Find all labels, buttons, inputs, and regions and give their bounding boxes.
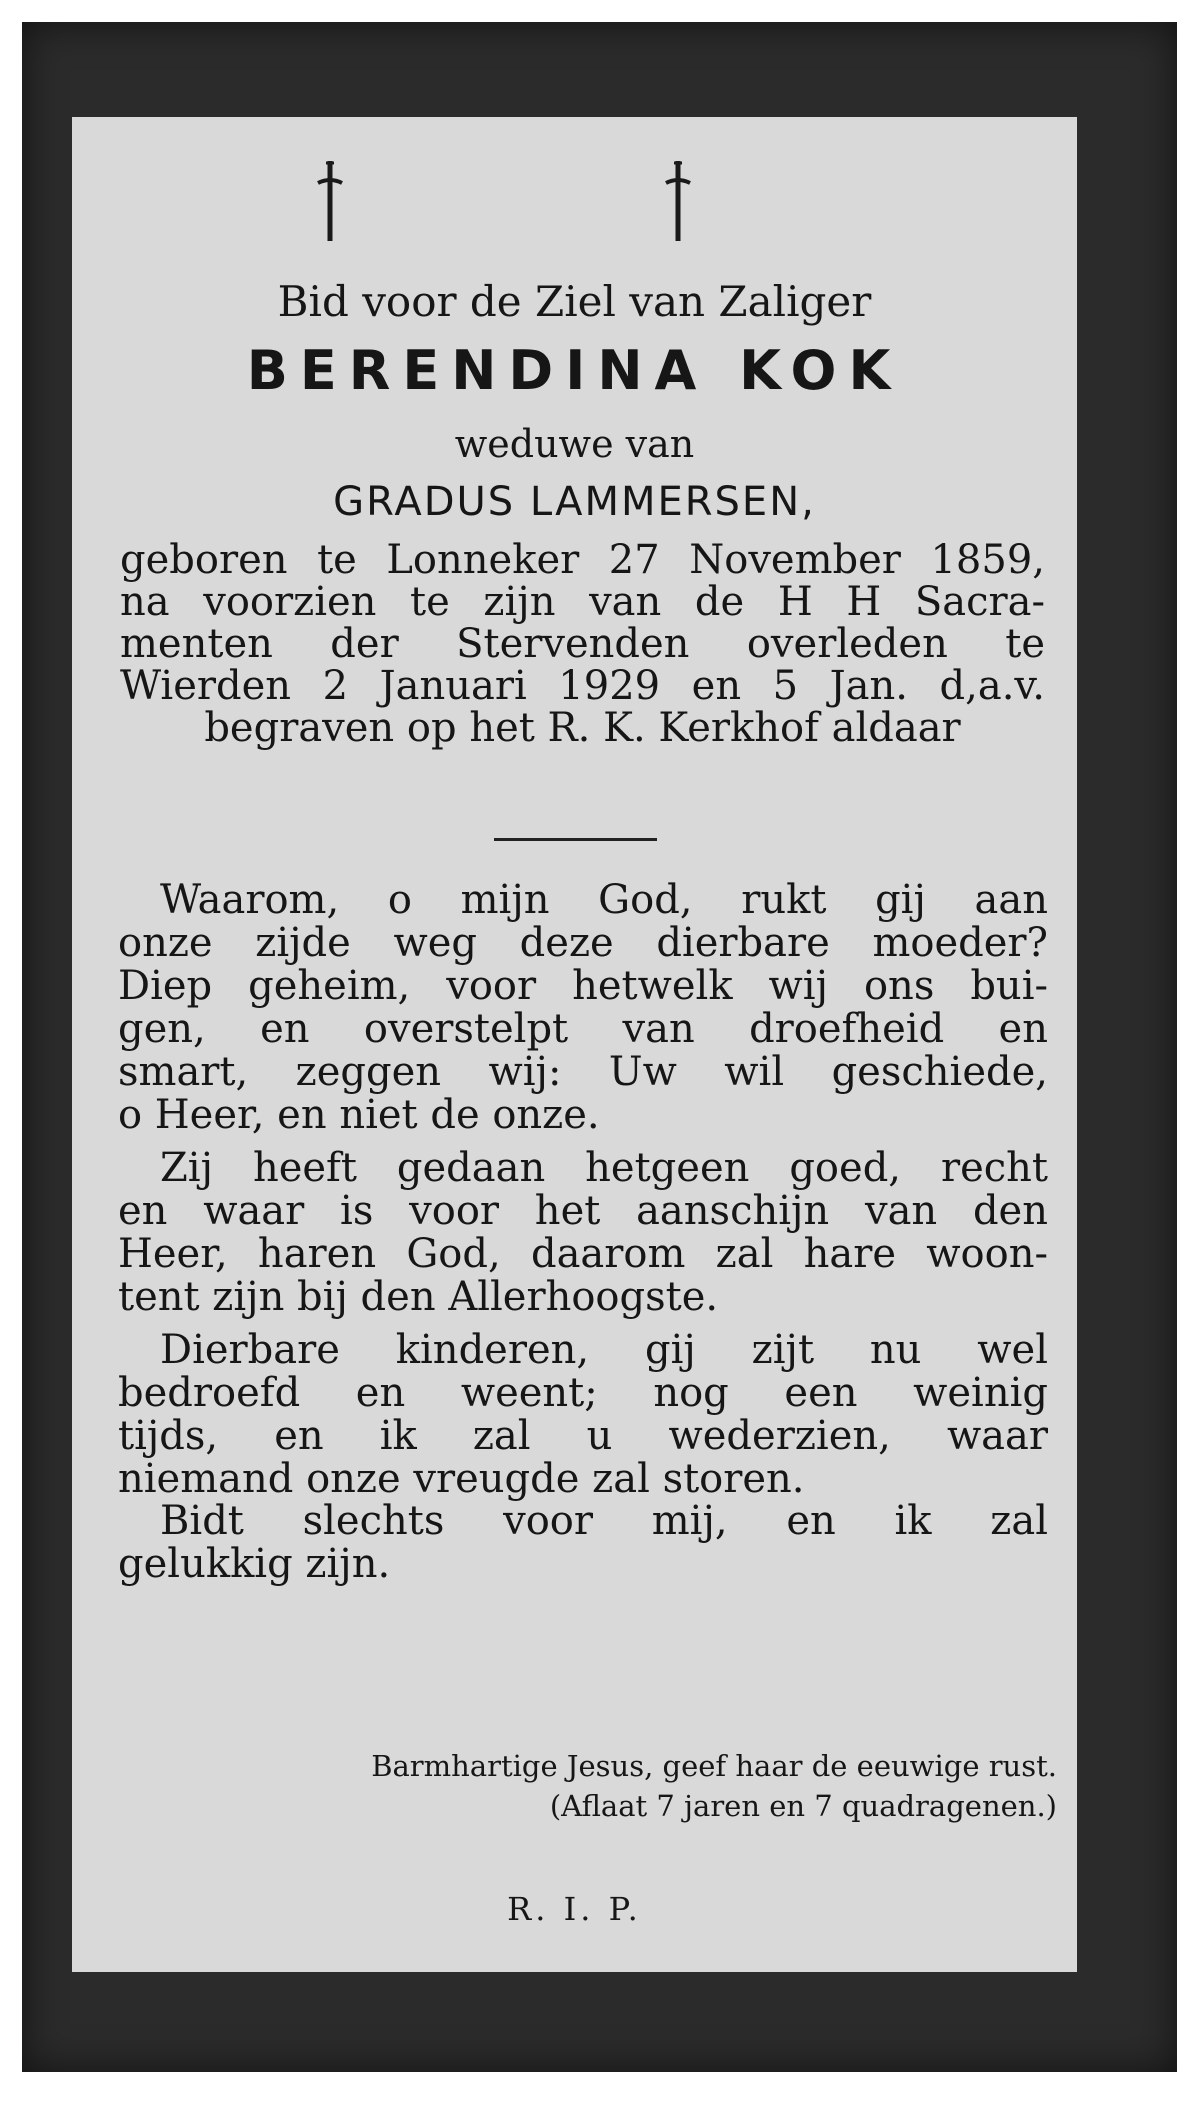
deceased-name: BERENDINA KOK: [246, 339, 903, 402]
spouse-name: GRADUS LAMMERSEN,: [333, 479, 816, 525]
verse-line: Bidt slechts voor mij, en ik zal: [160, 1498, 1048, 1544]
bio-line: menten der Stervenden overleden te: [120, 621, 1045, 667]
indulgence-note: (Aflaat 7 jaren en 7 quadragenen.): [549, 1789, 1057, 1823]
verse-line: tijds, en ik zal u wederzien, waar: [118, 1413, 1048, 1459]
verse-line: Heer, haren God, daarom zal hare woon-: [118, 1231, 1048, 1277]
verse-line: tent zijn bij den Allerhoogste.: [118, 1274, 719, 1320]
verse-line: smart, zeggen wij: Uw wil geschiede,: [118, 1049, 1048, 1095]
cross-icon: [310, 157, 350, 245]
verse-line: o Heer, en niet de onze.: [118, 1092, 600, 1138]
verse-line: bedroefd en weent; nog een weinig: [118, 1370, 1048, 1416]
widow-of-line: weduwe van: [454, 422, 695, 466]
bio-line: na voorzien te zijn van de H H Sacra-: [120, 579, 1045, 625]
closing-prayer: Barmhartige Jesus, geef haar de eeuwige rust.: [371, 1749, 1057, 1783]
mourning-card: [22, 22, 1177, 2072]
verse-line: gelukkig zijn.: [118, 1541, 391, 1587]
card-text-panel: [72, 117, 1077, 1972]
bio-line: begraven op het R. K. Kerkhof aldaar: [204, 705, 961, 751]
verse-line: Diep geheim, voor hetwelk wij ons bui-: [118, 963, 1048, 1009]
verse-line: niemand onze vreugde zal storen.: [118, 1456, 805, 1502]
divider: [494, 838, 657, 841]
cross-icon: [658, 157, 698, 245]
verse-line: onze zijde weg deze dierbare moeder?: [118, 920, 1048, 966]
verse-line: Zij heeft gedaan hetgeen goed, recht: [160, 1145, 1048, 1191]
rip-text: R. I. P.: [507, 1890, 642, 1928]
verse-line: en waar is voor het aanschijn van den: [118, 1188, 1048, 1234]
verse-line: gen, en overstelpt van droefheid en: [118, 1006, 1048, 1052]
crosses: [72, 157, 1077, 247]
intro-line: Bid voor de Ziel van Zaliger: [277, 277, 872, 326]
bio-line: Wierden 2 Januari 1929 en 5 Jan. d,a.v.: [120, 663, 1045, 709]
verse-line: Dierbare kinderen, gij zijt nu wel: [160, 1327, 1048, 1373]
bio-line: geboren te Lonneker 27 November 1859,: [120, 537, 1045, 583]
verse-line: Waarom, o mijn God, rukt gij aan: [160, 877, 1048, 923]
